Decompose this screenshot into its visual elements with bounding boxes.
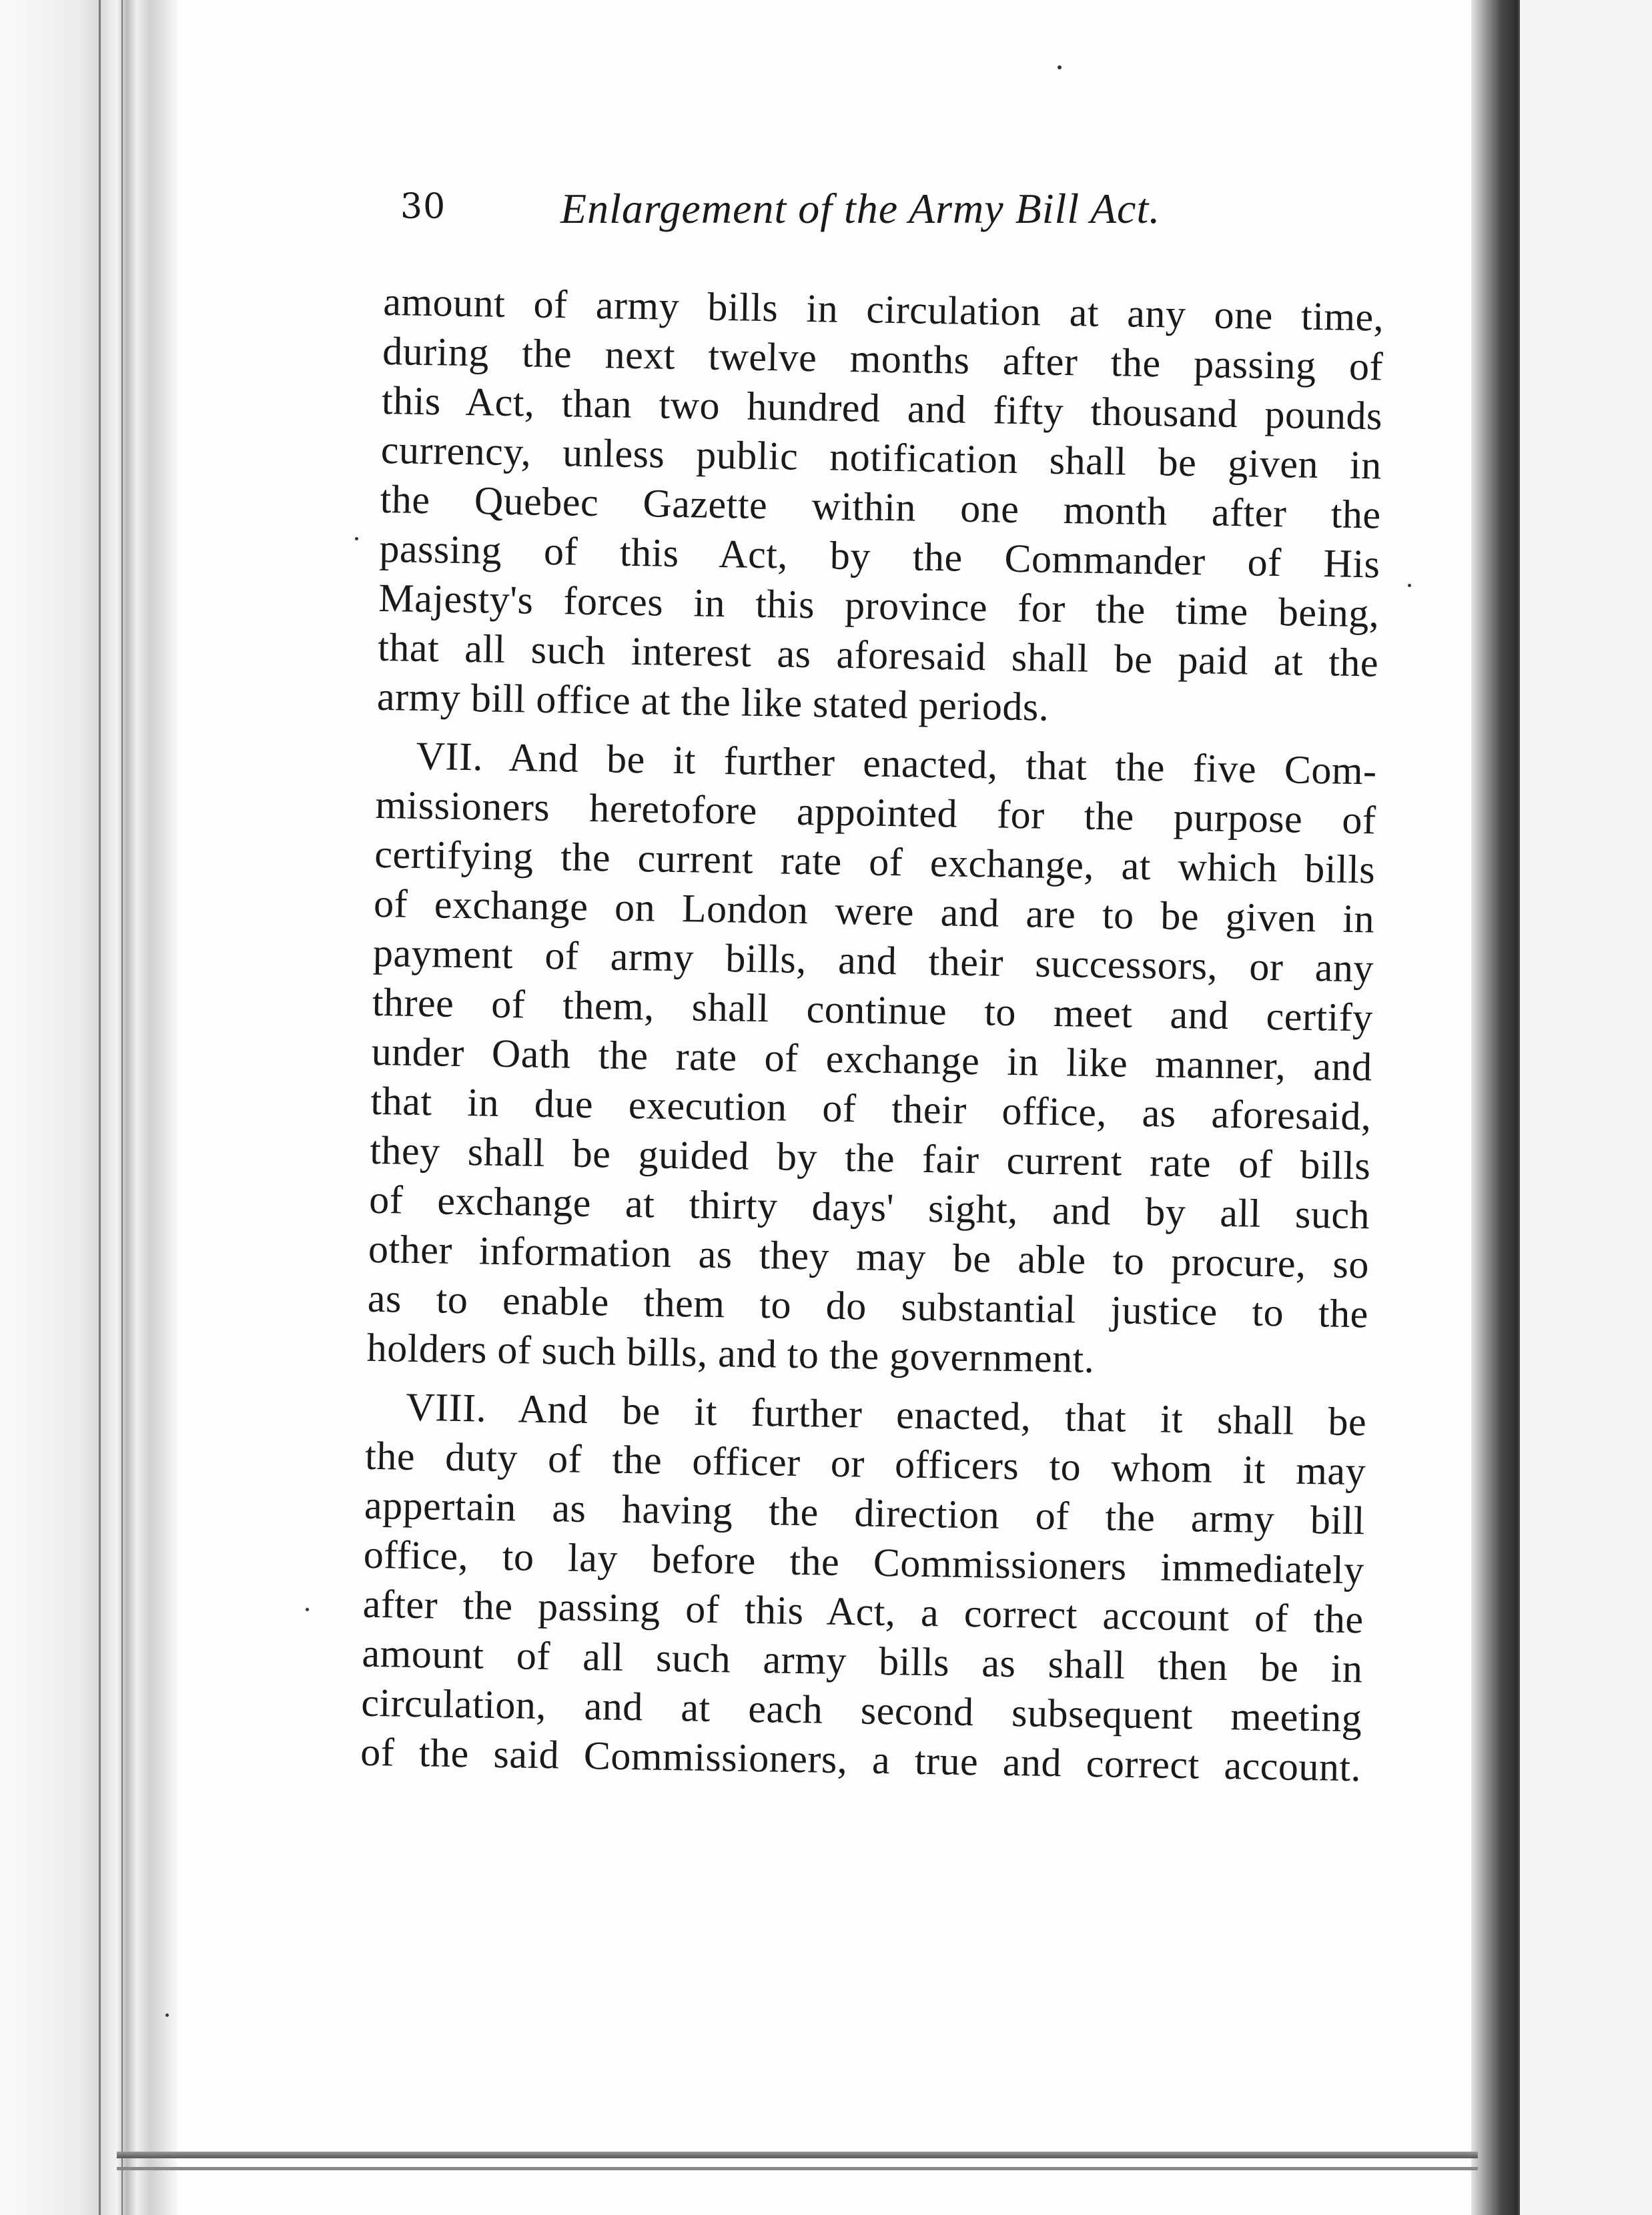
text-line: three of them, shall continue to meet and certify xyxy=(372,979,1374,1040)
text-line: this Act, than two hundred and fifty thousand pounds xyxy=(381,378,1383,438)
text-line: currency, unless public notification shall be given in xyxy=(380,427,1382,488)
text-line: they shall be guided by the fair current rate of bills xyxy=(369,1128,1371,1188)
page-header xyxy=(400,187,1441,247)
gutter-line xyxy=(121,0,123,2215)
text-line: the duty of the officer or officers to whom it may xyxy=(364,1433,1366,1494)
text-line: of exchange on London were and are to be given in xyxy=(373,881,1375,941)
body-text xyxy=(360,277,1384,1792)
page-bottom-edge xyxy=(117,2167,1478,2170)
page-bottom-edge xyxy=(117,2152,1478,2158)
ink-speck xyxy=(306,1608,309,1611)
text-line: amount of all such army bills as shall then be in xyxy=(362,1631,1363,1691)
ink-speck xyxy=(1058,65,1062,69)
page-edge-shadow xyxy=(1471,0,1518,2215)
text-line: amount of army bills in circulation at any one time, xyxy=(382,279,1384,340)
text-line: circulation, and at each second subsequent meeting xyxy=(360,1680,1362,1741)
page-number: 30 xyxy=(400,187,446,227)
text-line: appertain as having the direction of the army bill xyxy=(364,1482,1366,1543)
text-line: VIII. And be it further enacted, that it shall be xyxy=(405,1384,1367,1444)
facing-page-edge xyxy=(1518,0,1652,2215)
paragraph-continuation xyxy=(377,277,1384,737)
text-line: that in due execution of their office, as aforesaid, xyxy=(370,1078,1372,1139)
text-line: army bill office at the like stated periods. xyxy=(376,674,1050,729)
text-line: missioners heretofore appointed for the purpose of xyxy=(375,782,1376,843)
ink-speck xyxy=(1408,584,1411,587)
text-line: VII. And be it further enacted, that the five Com- xyxy=(416,733,1378,793)
text-line: other information as they may be able to procure, so xyxy=(368,1226,1370,1287)
paragraph-section-viii xyxy=(360,1382,1367,1792)
text-line: during the next twelve months after the passing of xyxy=(382,328,1384,389)
text-line: after the passing of this Act, a correct account of the xyxy=(362,1581,1364,1642)
text-line: that all such interest as aforesaid shall be paid at the xyxy=(377,624,1379,685)
text-line: of exchange at thirty days' sight, and by all such xyxy=(368,1177,1370,1238)
text-line: passing of this Act, by the Commander of His xyxy=(379,526,1380,586)
ink-speck xyxy=(355,537,358,540)
text-line: the Quebec Gazette within one month after the xyxy=(380,476,1382,537)
text-line: Majesty's forces in this province for the time being, xyxy=(378,575,1380,636)
text-line: payment of army bills, and their successors, or any xyxy=(372,930,1374,991)
text-line: as to enable them to do substantial justice to the xyxy=(367,1276,1369,1336)
text-line: office, to lay before the Commissioners immediately xyxy=(363,1532,1365,1593)
text-line: certifying the current rate of exchange, at which bills xyxy=(374,831,1376,892)
running-title: Enlargement of the Army Bill Act. xyxy=(560,185,1161,232)
ink-speck xyxy=(165,2014,169,2017)
text-line: holders of such bills, and to the government. xyxy=(366,1325,1095,1381)
paragraph-section-vii xyxy=(366,731,1377,1388)
gutter-line xyxy=(99,0,101,2215)
text-line: of the said Commissioners, a true and correct account. xyxy=(360,1729,1362,1790)
book-gutter xyxy=(0,0,177,2215)
text-line: under Oath the rate of exchange in like manner, and xyxy=(371,1029,1373,1089)
